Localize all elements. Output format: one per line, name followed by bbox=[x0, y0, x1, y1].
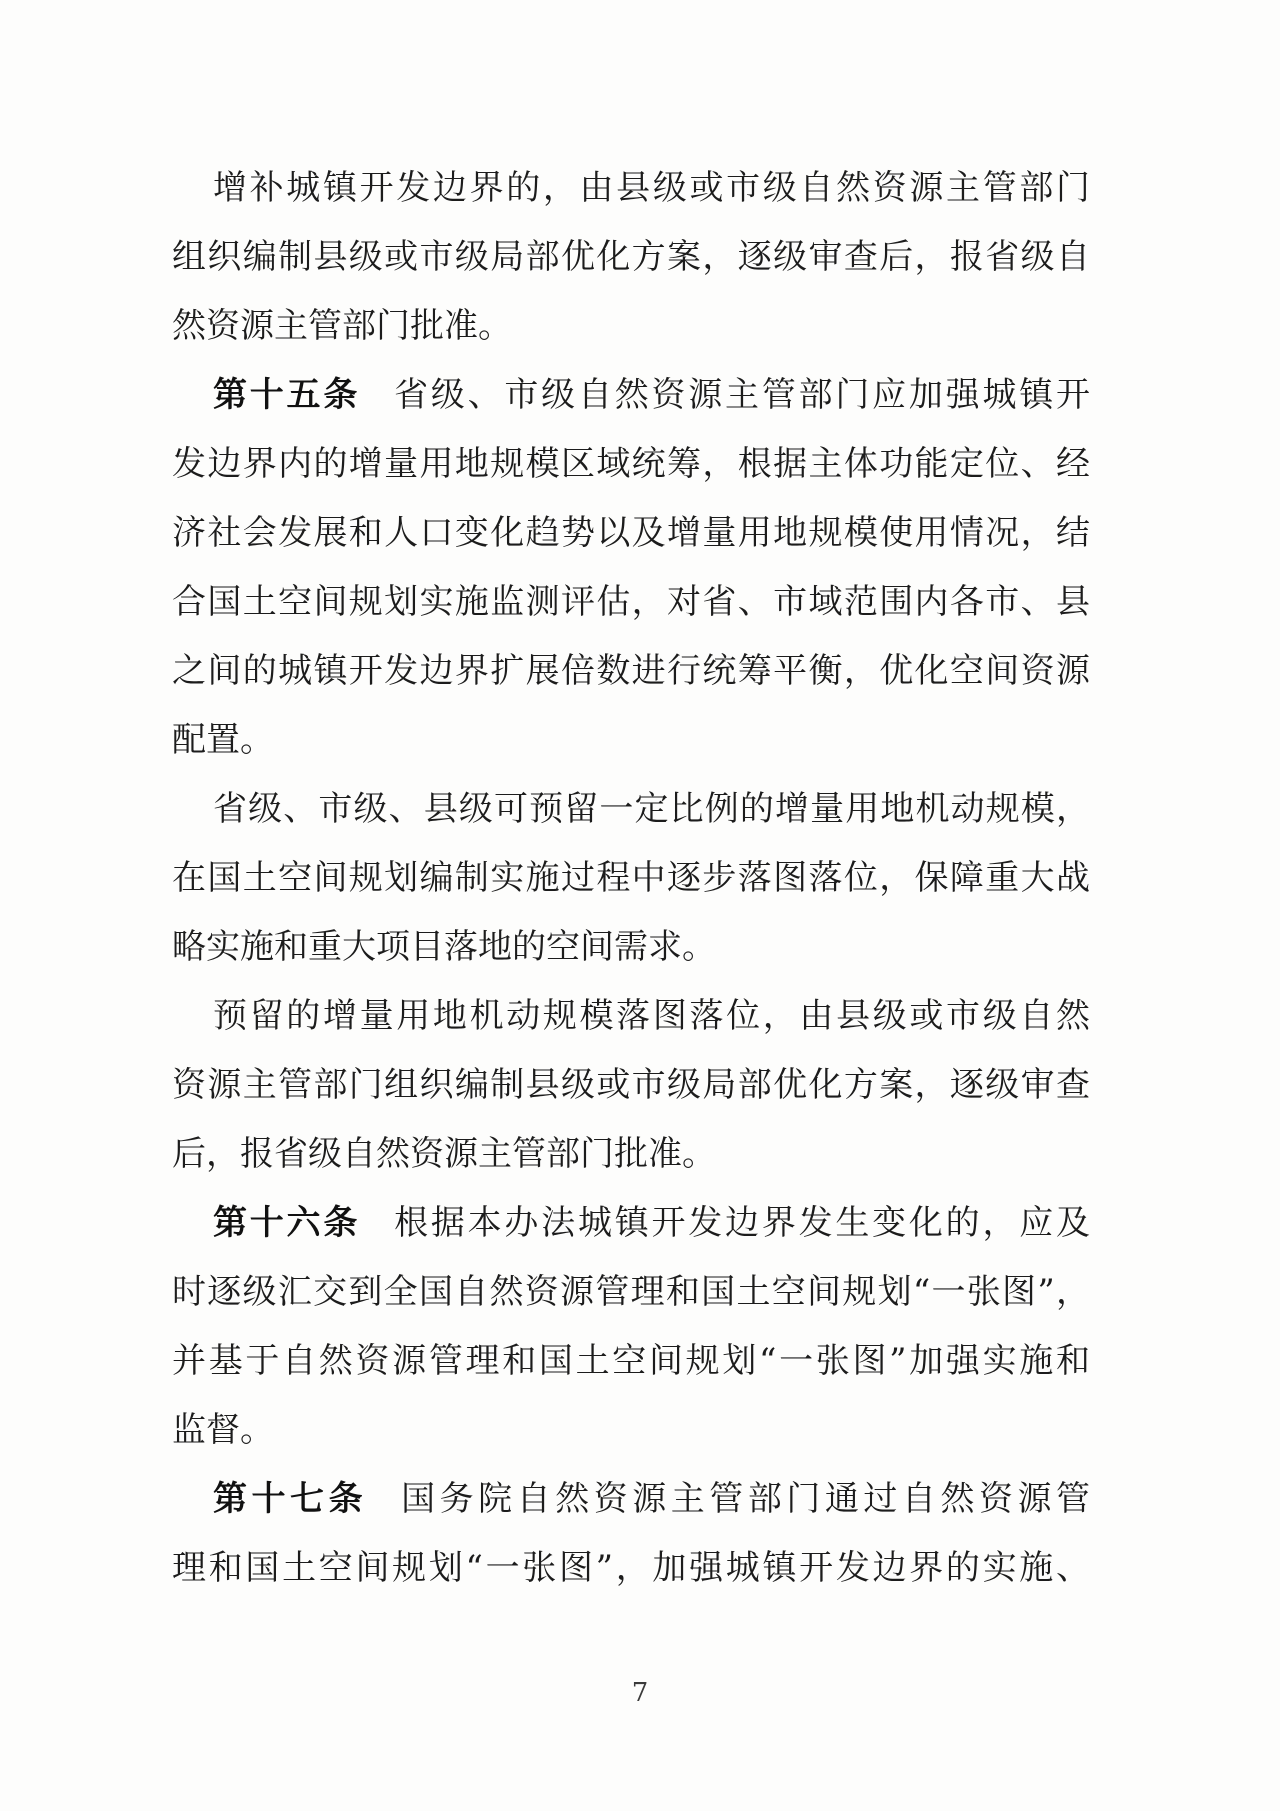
line-text: 资源主管部门组织编制县级或市级局部优化方案，逐级审查 bbox=[172, 1065, 1090, 1105]
line-text: 发边界内的增量用地规模区域统筹，根据主体功能定位、经 bbox=[172, 444, 1090, 484]
text-line bbox=[172, 1534, 1090, 1603]
text-block bbox=[172, 154, 1090, 1603]
line-text: 合国土空间规划实施监测评估，对省、市域范围内各市、县 bbox=[172, 582, 1090, 622]
line-text: 国务院自然资源主管部门通过自然资源管 bbox=[401, 1479, 1091, 1519]
text-line bbox=[172, 430, 1090, 499]
text-line bbox=[172, 1189, 1090, 1258]
line-text: 略实施和重大项目落地的空间需求。 bbox=[172, 927, 716, 967]
text-line bbox=[172, 568, 1090, 637]
text-line bbox=[172, 361, 1090, 430]
line-text: 监督。 bbox=[172, 1410, 274, 1450]
text-line bbox=[172, 1258, 1090, 1327]
text-line bbox=[172, 913, 1090, 982]
line-text: 后，报省级自然资源主管部门批准。 bbox=[172, 1134, 716, 1174]
text-line bbox=[172, 1051, 1090, 1120]
article-number: 第十五条 bbox=[213, 375, 361, 415]
line-text: 根据本办法城镇开发边界发生变化的，应及 bbox=[394, 1203, 1091, 1243]
text-line bbox=[172, 499, 1090, 568]
text-line bbox=[172, 982, 1090, 1051]
text-line bbox=[172, 844, 1090, 913]
line-text: 之间的城镇开发边界扩展倍数进行统筹平衡，优化空间资源 bbox=[172, 651, 1090, 691]
line-text: 然资源主管部门批准。 bbox=[172, 306, 512, 346]
line-text: 省级、市级自然资源主管部门应加强城镇开 bbox=[394, 375, 1091, 415]
line-text: 并基于自然资源管理和国土空间规划“一张图”加强实施和 bbox=[172, 1341, 1090, 1381]
text-line bbox=[172, 292, 1090, 361]
line-text: 省级、市级、县级可预留一定比例的增量用地机动规模， bbox=[213, 789, 1090, 829]
line-text: 增补城镇开发边界的，由县级或市级自然资源主管部门 bbox=[213, 168, 1090, 208]
text-line bbox=[172, 1120, 1090, 1189]
text-line bbox=[172, 1396, 1090, 1465]
text-line bbox=[172, 706, 1090, 775]
line-text: 预留的增量用地机动规模落图落位，由县级或市级自然 bbox=[213, 996, 1090, 1036]
line-text: 配置。 bbox=[172, 720, 274, 760]
line-text: 在国土空间规划编制实施过程中逐步落图落位，保障重大战 bbox=[172, 858, 1090, 898]
line-text: 组织编制县级或市级局部优化方案，逐级审查后，报省级自 bbox=[172, 237, 1090, 277]
text-line bbox=[172, 223, 1090, 292]
text-line bbox=[172, 1327, 1090, 1396]
text-line bbox=[172, 637, 1090, 706]
text-line bbox=[172, 154, 1090, 223]
line-text: 济社会发展和人口变化趋势以及增量用地规模使用情况，结 bbox=[172, 513, 1090, 553]
article-number: 第十七条 bbox=[213, 1479, 368, 1519]
text-line bbox=[172, 1465, 1090, 1534]
page-number: 7 bbox=[631, 1678, 649, 1708]
article-number: 第十六条 bbox=[213, 1203, 361, 1243]
line-text: 理和国土空间规划“一张图”，加强城镇开发边界的实施、 bbox=[172, 1548, 1090, 1588]
line-text: 时逐级汇交到全国自然资源管理和国土空间规划“一张图”， bbox=[172, 1272, 1090, 1312]
text-line bbox=[172, 775, 1090, 844]
